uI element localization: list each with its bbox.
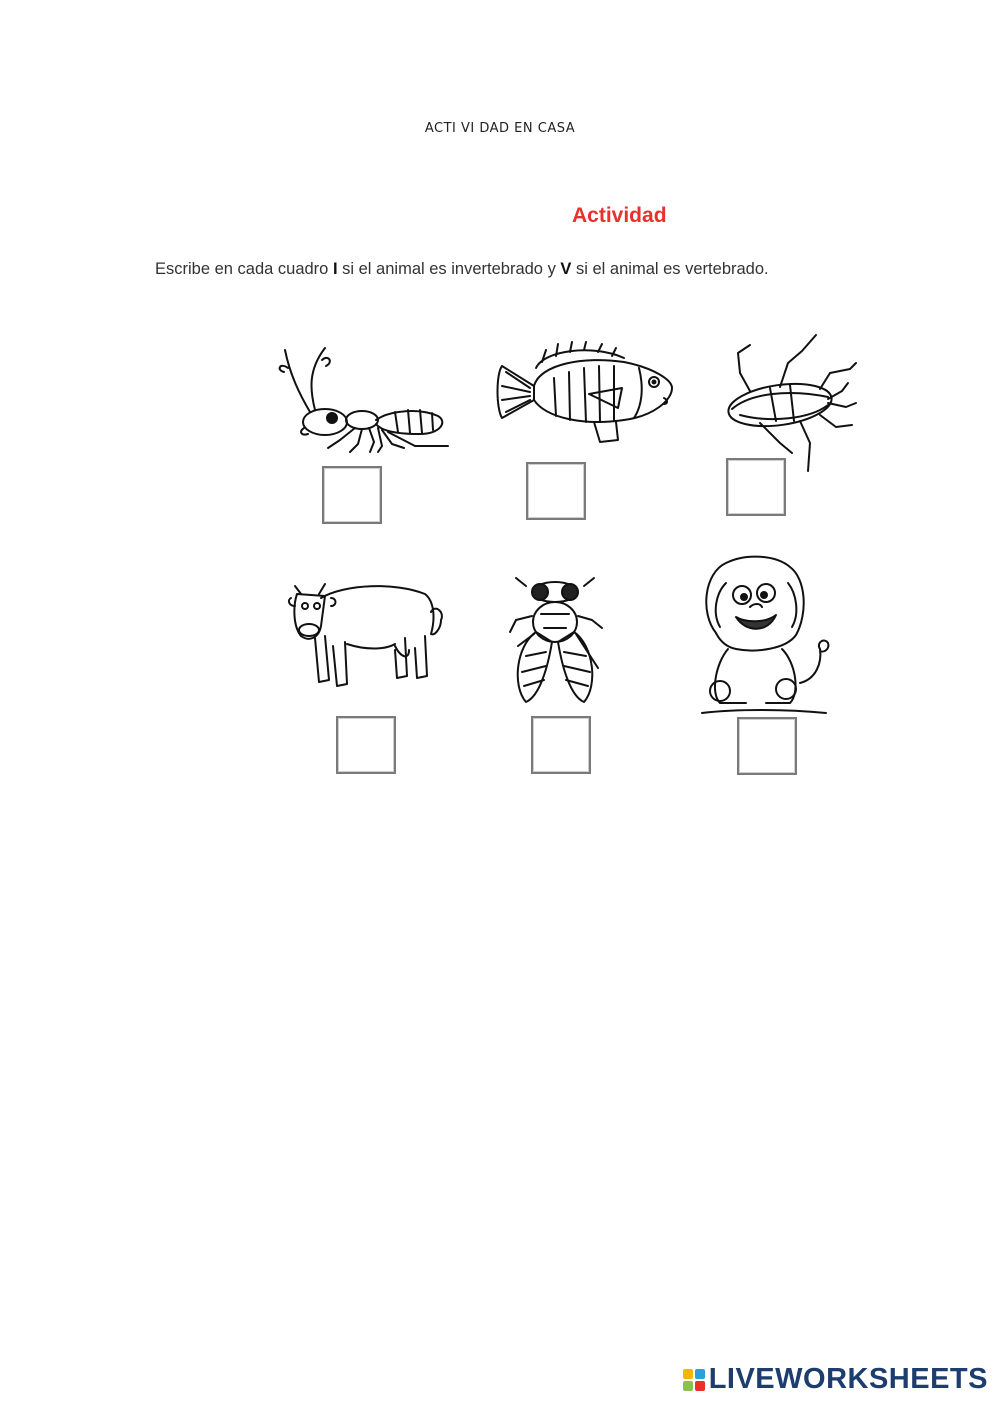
liveworksheets-logo-icon bbox=[683, 1369, 705, 1391]
instruction-letter-i: I bbox=[332, 260, 338, 278]
answer-box-water-bug[interactable] bbox=[726, 458, 786, 516]
lion-icon bbox=[696, 553, 836, 718]
water-bug-icon bbox=[720, 333, 865, 478]
answer-box-ant[interactable] bbox=[322, 466, 382, 524]
ant-icon bbox=[270, 340, 455, 455]
instruction-part-3: si el animal es vertebrado. bbox=[571, 260, 769, 278]
liveworksheets-brand bbox=[683, 1363, 988, 1396]
cow-icon bbox=[285, 576, 445, 691]
instruction-part-2: si el animal es invertebrado y bbox=[337, 260, 561, 278]
answer-box-fish[interactable] bbox=[526, 462, 586, 520]
brand-name: LIVEWORKSHEETS bbox=[708, 1363, 988, 1395]
fish-icon bbox=[494, 338, 676, 448]
page-header: ACTI VI DAD EN CASA bbox=[424, 121, 576, 136]
instruction-text bbox=[155, 260, 915, 279]
answer-box-cow[interactable] bbox=[336, 716, 396, 774]
instruction-part-1: Escribe en cada cuadro bbox=[155, 260, 333, 278]
answer-box-fly[interactable] bbox=[531, 716, 591, 774]
activity-title: Actividad bbox=[572, 204, 667, 227]
instruction-letter-v: V bbox=[560, 260, 572, 278]
answer-box-lion[interactable] bbox=[737, 717, 797, 775]
fly-icon bbox=[506, 576, 606, 711]
